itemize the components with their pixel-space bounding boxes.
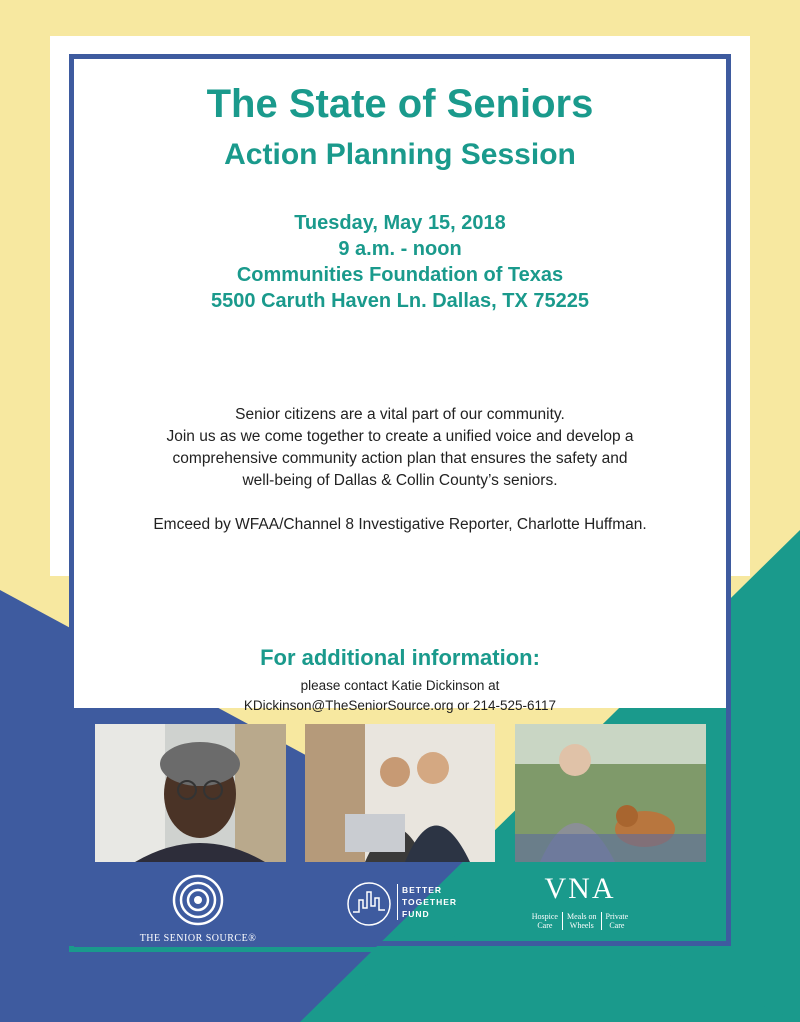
vna-service-private [602,912,633,930]
better-together-text [397,884,457,920]
vna-hospice-2: Care [537,921,553,930]
event-date: Tuesday, May 15, 2018 [294,212,506,234]
description-line: well-being of Dallas & Collin County’s seniors. [242,472,558,489]
together-text: TOGETHER [402,897,458,907]
contact-email-phone: KDickinson@TheSeniorSource.org or 214-525-6117 [243,698,557,713]
fund-text: FUND [402,909,430,919]
senior-source-name: THE SENIOR SOURCE® [139,933,257,944]
description-line: Senior citizens are a vital part of our community. [235,406,565,423]
vna-services [525,912,635,930]
photo-couple-laptop [305,724,495,862]
vna-private-1: Private [605,912,629,921]
contact-line: please contact Katie Dickinson at [300,678,500,693]
more-info-heading: For additional information: [260,645,540,670]
subtitle: Action Planning Session [224,138,576,171]
vna-private-2: Care [609,921,625,930]
senior-source-logo [128,872,268,944]
event-venue: Communities Foundation of Texas [236,264,564,286]
better-text: BETTER [402,885,442,895]
city-skyline-icon [345,880,393,928]
title: The State of Seniors [206,82,594,126]
emcee-note: Emceed by WFAA/Channel 8 Investigative Reporter, Charlotte Huffman. [153,516,647,533]
event-address: 5500 Caruth Haven Ln. Dallas, TX 75225 [211,290,589,312]
photo-senior-with-dog [515,724,706,862]
description-line: Join us as we come together to create a unified voice and develop a [166,428,634,445]
vna-hospice-1: Hospice [531,912,558,921]
event-details [74,210,726,314]
description-line: comprehensive community action plan that ensures the safety and [172,450,628,467]
contact-info [74,676,726,716]
event-time: 9 a.m. - noon [338,238,462,260]
vna-wordmark: VNA [544,872,616,905]
vna-logo [525,872,635,930]
photo-senior-woman [95,724,286,862]
vna-service-hospice [528,912,563,930]
vna-meals-2: Wheels [569,921,594,930]
vna-meals-1: Meals on [566,912,597,921]
vna-service-meals [563,912,602,930]
spiral-icon [170,872,226,928]
description [74,404,726,492]
